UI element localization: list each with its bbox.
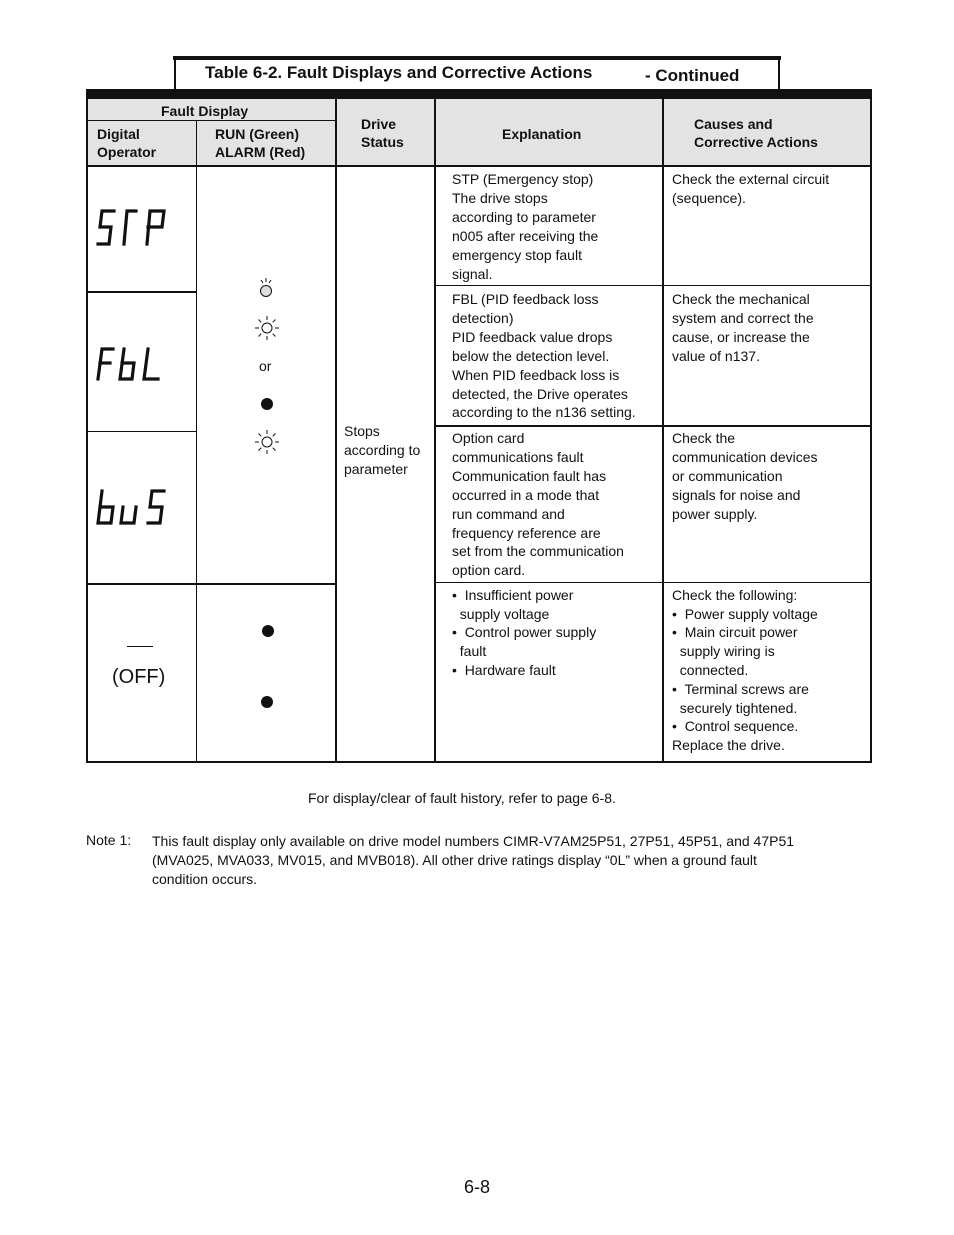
causes-off-intro: Check the following: [672, 587, 798, 603]
causes-bullet: • Main circuit power supply wiring is connected. [672, 624, 798, 678]
row-divider-exp-2 [436, 425, 871, 427]
table-title-continued: - Continued [645, 66, 740, 85]
explanation-stp: STP (Emergency stop) The drive stops according to parameter n005 after receiving the emergency stop fault signal. [452, 171, 599, 282]
causes-stp: Check the external circuit (sequence). [672, 171, 830, 206]
explanation-fbl: FBL (PID feedback loss detection) PID feedback value drops below the detection level. When PID feedback loss is detected, the Drive operates according to the n136 setting. [452, 291, 636, 421]
header-bottom-rule [87, 165, 871, 167]
led-or-label: or [259, 358, 272, 374]
seven-seg-fbl-display [96, 346, 171, 382]
fault-history-reference: For display/clear of fault history, refer to page 6-8. [308, 790, 616, 806]
table-border-right [870, 99, 872, 762]
header-digital-operator: Digital Operator [97, 126, 157, 160]
col-divider-1 [196, 121, 197, 762]
led-off-icon [260, 695, 274, 709]
note-text: This fault display only available on drive model numbers CIMR-V7AM25P51, 27P51, 45P51, and 47P51 (MVA025, MVA033, MV015, and MVB018). All other drive ratings display “0L” when a ground fault condition occurs. [152, 833, 795, 887]
causes-bus: Check the communication devices or communication signals for noise and power supply. [672, 430, 818, 522]
header-run-alarm: RUN (Green) ALARM (Red) [215, 126, 306, 160]
header-fault-display: Fault Display [161, 103, 249, 119]
causes-fbl: Check the mechanical system and correct the cause, or increase the value of n137. [672, 291, 814, 364]
page-number: 6-8 [464, 1177, 491, 1197]
row-divider-digital-1 [87, 291, 196, 293]
explanation-bus: Option card communications fault Communication fault has occurred in a mode that run command and frequency reference are set from the communication option card. [452, 430, 624, 579]
row-divider-exp-1 [436, 285, 871, 286]
causes-bullet: • Control sequence. [672, 718, 799, 734]
led-blinking-icon [254, 315, 280, 341]
causes-off-outro: Replace the drive. [672, 737, 785, 753]
row-divider-digital-3 [87, 583, 336, 585]
seven-seg-bus-display [96, 488, 171, 528]
explanation-bullet: • Control power supply fault [452, 624, 597, 659]
led-off-icon [260, 397, 274, 411]
header-divider-fault-display [87, 120, 336, 121]
col-divider-4 [662, 99, 664, 762]
led-off-icon [261, 624, 275, 638]
seven-seg-stp-display [96, 208, 171, 248]
explanation-bullet: • Hardware fault [452, 662, 556, 678]
header-explanation: Explanation [502, 126, 582, 142]
off-label: (OFF) [112, 666, 166, 688]
led-lit-dim-icon [255, 274, 277, 304]
header-drive-status: Drive Status [361, 116, 404, 150]
note-label: Note 1: [86, 832, 132, 848]
row-divider-exp-3 [436, 582, 871, 583]
table-top-rule [86, 89, 872, 99]
drive-status-text: Stops according to parameter [344, 423, 421, 477]
col-divider-3 [434, 99, 436, 762]
off-dash [127, 646, 153, 647]
header-causes: Causes and Corrective Actions [694, 116, 818, 150]
causes-bullet: • Power supply voltage [672, 606, 818, 622]
causes-bullet: • Terminal screws are securely tightened. [672, 681, 809, 716]
explanation-bullet: • Insufficient power supply voltage [452, 587, 574, 622]
row-divider-digital-2 [87, 431, 196, 432]
led-blinking-icon [254, 429, 280, 455]
table-title: Table 6-2. Fault Displays and Corrective Actions [205, 63, 593, 82]
col-divider-2 [335, 99, 337, 762]
table-border-bottom [86, 761, 872, 763]
